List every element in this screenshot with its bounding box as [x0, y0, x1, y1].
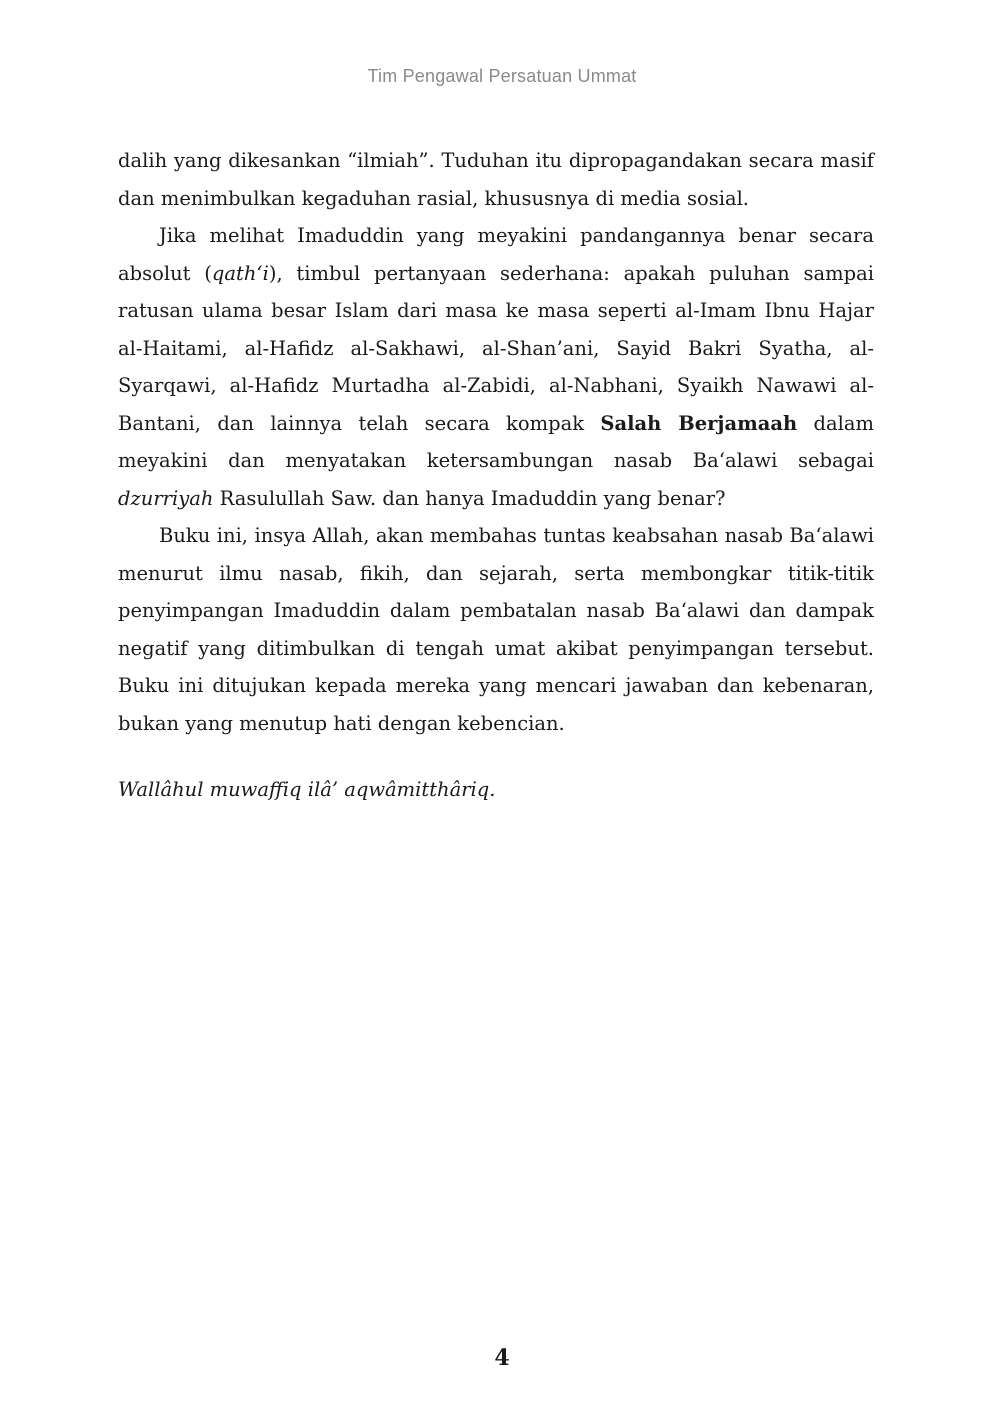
closing-line: Wallâhul muwaffiq ilâ’ aqwâmitthâriq.: [118, 778, 496, 801]
paragraph-3: Buku ini, insya Allah, akan membahas tuntas keabsahan nasab Ba‘alawi menurut ilmu nasab, fikih, dan sejarah, serta membongkar titik-titik penyimpangan Imaduddin dalam pembatalan nasab Ba‘alawi dan dampak negatif yang ditimbulkan di tengah umat akibat penyimpangan tersebut. Buku ini ditujukan kepada mereka yang mencari jawaban dan kebenaran, bukan yang menutup hati dengan kebencian.: [118, 524, 874, 735]
paragraph-2-text-2: ), timbul pertanyaan sederhana: apakah puluhan sampai ratusan ulama besar Islam dari masa ke masa seperti al-Imam Ibnu Hajar al-Haitami, al-Hafidz al-Sakhawi, al-Shan’ani, Sayid Bakri Syatha, al-Syarqawi, al-Hafidz Murtadha al-Zabidi, al-Nabhani, Syaikh Nawawi al-Bantani, dan lainnya telah secara kompak: [118, 261, 874, 435]
paragraph-2-text-4: Rasulullah Saw. dan hanya Imaduddin yang benar?: [213, 486, 726, 510]
paragraph-2-italic-dzurriyah: dzurriyah: [118, 486, 214, 510]
paragraph-2-text-1: Jika melihat Imaduddin yang meyakini pandangannya benar secara absolut (: [118, 224, 874, 285]
paragraph-2: [118, 217, 874, 517]
paragraph-2-text-3: dalam meyakini dan menyatakan ketersambungan nasab Ba‘alawi sebagai: [118, 411, 874, 472]
page-number: 4: [494, 1345, 510, 1371]
paragraph-1: dalih yang dikesankan “ilmiah”. Tuduhan itu dipropagandakan secara masif dan menimbulkan kegaduhan rasial, khususnya di media sosial.: [118, 149, 874, 210]
paragraph-2-bold-salah-berjamaah: Salah Berjamaah: [600, 411, 798, 435]
paragraph-2-italic-qathi: qath‘i: [211, 261, 269, 285]
body-text: [118, 142, 874, 809]
running-header: Tim Pengawal Persatuan Ummat: [367, 66, 637, 86]
